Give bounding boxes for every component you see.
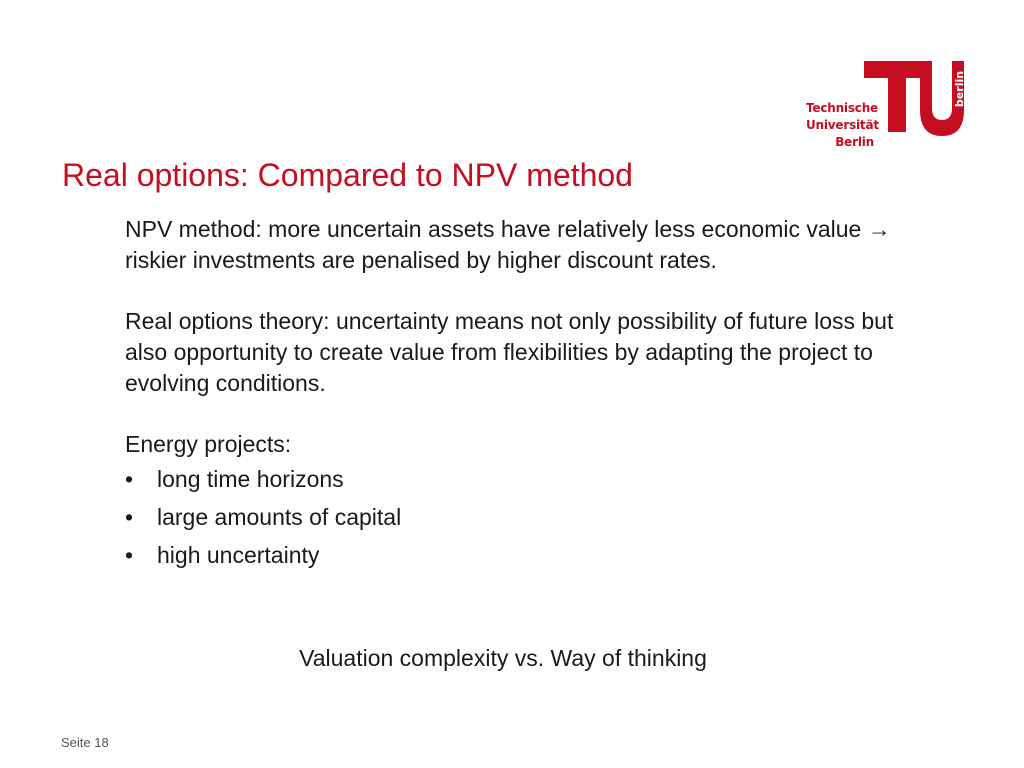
tu-berlin-logo xyxy=(806,58,966,150)
bullet-text: long time horizons xyxy=(157,466,344,492)
summary-line: Valuation complexity vs. Way of thinking xyxy=(299,645,707,671)
logo-wordmark-line-1: Technische xyxy=(806,101,878,115)
slide-title: Real options: Compared to NPV method xyxy=(62,157,633,193)
energy-bullet-list xyxy=(125,460,905,574)
tu-logo-mark xyxy=(860,58,966,138)
bullet-icon: • xyxy=(125,466,134,492)
energy-projects-heading: Energy projects: xyxy=(125,431,292,457)
bullet-item xyxy=(125,498,905,536)
bullet-icon: • xyxy=(125,542,134,568)
bullet-item xyxy=(125,460,905,498)
bullet-text: large amounts of capital xyxy=(157,504,402,530)
npv-paragraph: NPV method: more uncertain assets have relatively less economic value → riskier investments are penalised by higher discount rates. xyxy=(125,216,891,273)
slide-body xyxy=(125,214,905,574)
real-options-paragraph: Real options theory: uncertainty means not only possibility of future loss but also opportunity to create value from flexibilities by adapting the project to evolving conditions. xyxy=(125,308,894,396)
bullet-icon: • xyxy=(125,504,134,530)
page-number: Seite 18 xyxy=(61,735,109,750)
bullet-item xyxy=(125,536,905,574)
logo-wordmark-line-2: Universität xyxy=(806,118,879,132)
logo-wordmark-line-3: Berlin xyxy=(835,135,874,149)
logo-mark-text: berlin xyxy=(953,70,966,108)
bullet-text: high uncertainty xyxy=(157,542,320,568)
